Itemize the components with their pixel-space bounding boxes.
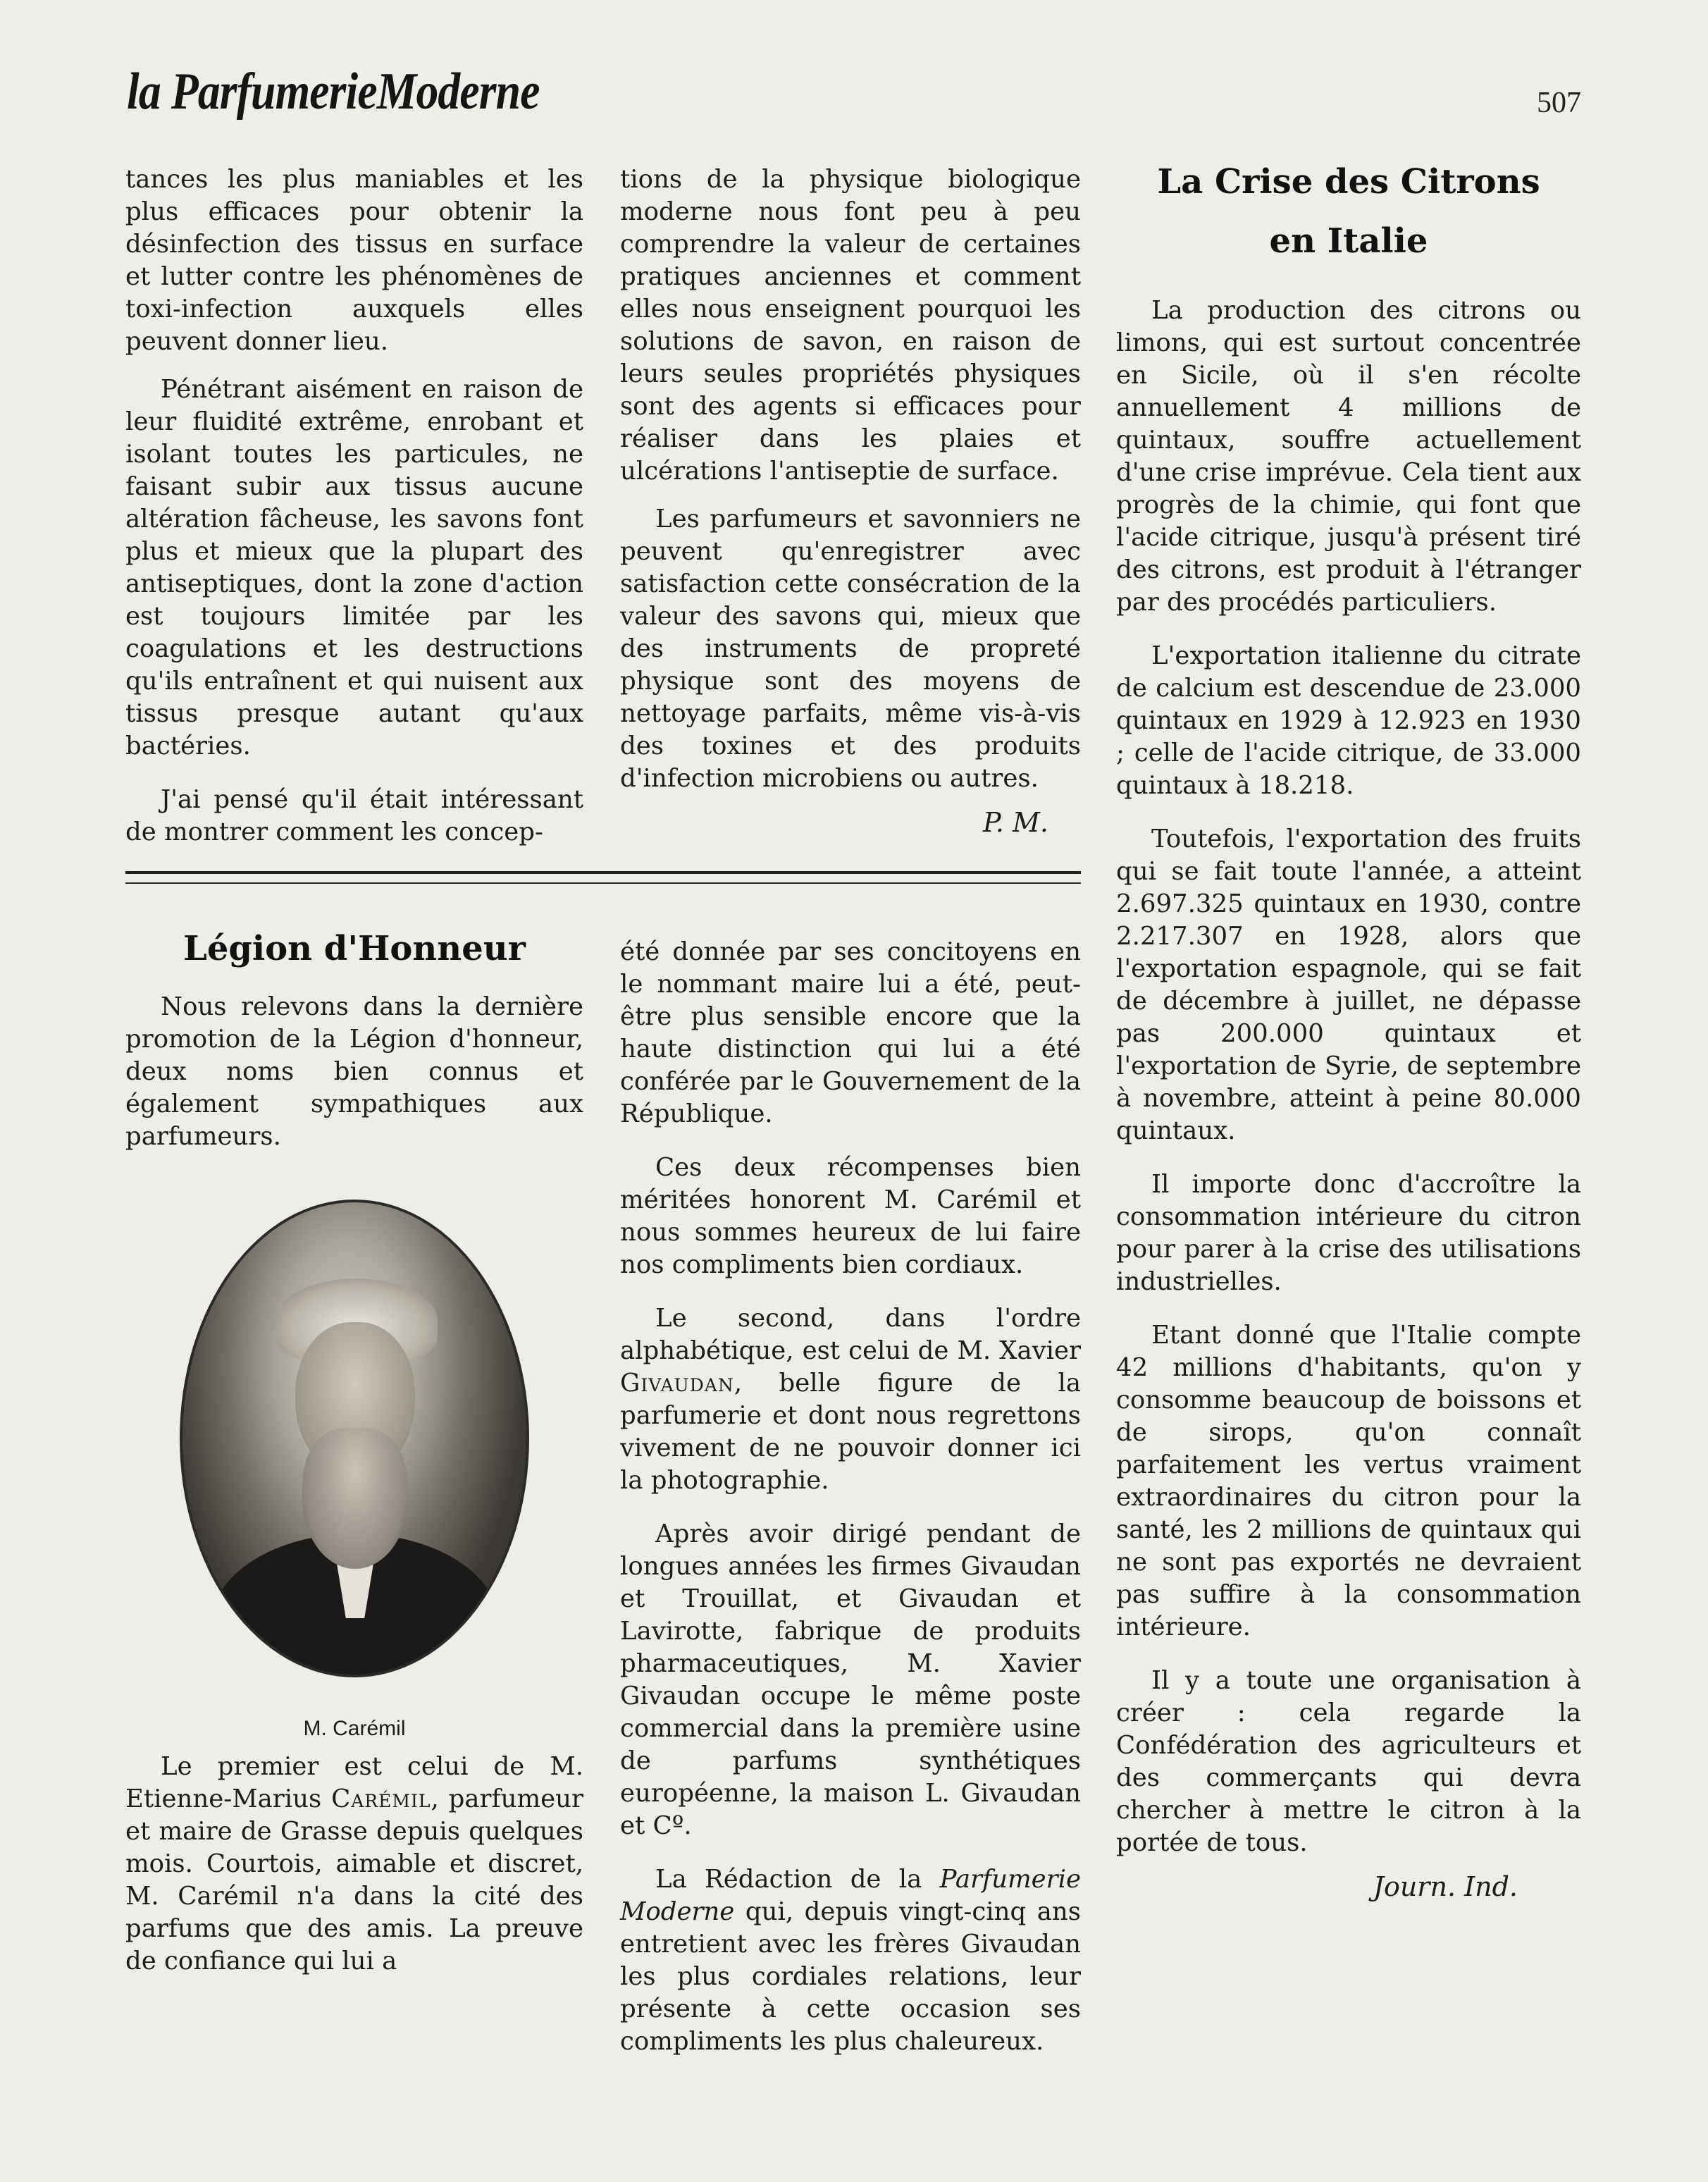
paragraph: Pénétrant aisément en raison de leur fluidité extrême, enrobant et isolant toutes les particules, ne faisant subir aux tissus aucune altération fâcheuse, les savons font plus et mieux que la plupart des antiseptiques, dont la zone d'action est toujours limitée par les coagulations et les destructions qu'ils entraînent et qui nuisent aux tissus presque autant qu'aux bactéries. <box>125 375 583 760</box>
paragraph: été donnée par ses concitoyens en le nommant maire lui a été, peut-être plus sensible encore que la haute distinction qui lui a été conférée par le Gouvernement de la République. <box>620 937 1081 1128</box>
section-divider-thin <box>125 882 1081 884</box>
paragraph: tions de la physique biologique moderne nous font peu à peu comprendre la valeur de certaines pratiques anciennes et comment elles nous enseignent pourquoi les solutions de savon, en raison de leurs seules propriétés physiques sont des agents si efficaces pour réaliser dans les plaies et ulcérations l'antiseptie de surface. <box>620 165 1081 486</box>
paragraph: Les parfumeurs et savonniers ne peuvent qu'enregistrer avec satisfaction cette consécration de la valeur des savons qui, mieux que des instruments de propreté physique sont des moyens de nettoyage parfaits, même vis-à-vis des toxines et des produits d'infection microbiens ou autres. <box>620 505 1081 793</box>
portrait-photo <box>180 1200 529 1677</box>
article-citrons <box>1116 152 1581 1903</box>
column-2-top <box>620 164 1081 839</box>
page-number: 507 <box>1537 87 1581 119</box>
paragraph: tances les plus maniables et les plus efficaces pour obtenir la désinfection des tissus en surface et lutter contre les phénomènes de toxi-infection auxquels elles peuvent donner lieu. <box>125 165 583 356</box>
column-2-bottom <box>620 936 1081 2058</box>
masthead-logo: la ParfumerieModerne <box>127 63 540 121</box>
paragraph: Etant donné que l'Italie compte 42 millions d'habitants, qu'on y consomme beaucoup de boissons et de sirops, qu'on connaît parfaitement les vertus vraiment extraordinaires du citron pour la santé, les 2 millions de quintaux qui ne sont pas exportés ne devraient pas suffire à la consommation intérieure. <box>1116 1321 1581 1641</box>
photo-caption: M. Carémil <box>303 1717 406 1740</box>
author-signature: P. M. <box>982 807 1048 838</box>
article-title: Légion d'Honneur <box>183 929 526 968</box>
paragraph: Nous relevons dans la dernière promotion de la Légion d'honneur, deux noms bien connus et également sympathiques aux parfumeurs. <box>125 992 583 1151</box>
paragraph: Il y a toute une organisation à créer : cela regarde la Confédération des agriculteurs et des commerçants qui devra chercher à mettre le citron à la portée de tous. <box>1116 1666 1581 1857</box>
paragraph: Après avoir dirigé pendant de longues années les firmes Givaudan et Trouillat, et Givaudan et Lavirotte, fabrique de produits pharmaceutiques, M. Xavier Givaudan occupe le même poste commercial dans la première usine de parfums synthétiques européenne, la maison L. Givaudan et Cº. <box>620 1520 1081 1840</box>
paragraph: Toutefois, l'exportation des fruits qui se fait toute l'année, a atteint 2.697.325 quintaux en 1930, contre 2.217.307 en 1928, alors que l'exportation espagnole, qui se fait de décembre à juillet, ne dépasse pas 200.000 quintaux et l'exportation de Syrie, de septembre à novembre, atteint à peine 80.000 quintaux. <box>1116 825 1581 1145</box>
paragraph: J'ai pensé qu'il était intéressant de montrer comment les concep- <box>125 785 583 846</box>
paragraph: Ces deux récompenses bien méritées honorent M. Carémil et nous sommes heureux de lui faire nos compliments bien cordiaux. <box>620 1153 1081 1279</box>
paragraph: La Rédaction de la Parfumerie Moderne qui, depuis vingt-cinq ans entretient avec les frères Givaudan les plus cordiales relations, leur présente à cette occasion ses compliments les plus chaleureux. <box>620 1865 1081 2056</box>
source-signature: Journ. Ind. <box>1373 1871 1518 1902</box>
article-title: La Crise des Citrons en Italie <box>1157 162 1540 261</box>
paragraph: Le premier est celui de M. Etienne-Marius Carémil, parfumeur et maire de Grasse depuis quelques mois. Courtois, aimable et discret, M. Carémil n'a dans la cité des parfums que des amis. La preuve de confiance qui lui a <box>125 1752 584 1975</box>
paragraph: Le second, dans l'ordre alphabétique, est celui de M. Xavier Givaudan, belle figure de la parfumerie et dont nous regrettons vivement de ne pouvoir donner ici la photographie. <box>620 1304 1081 1495</box>
article-legion-honneur <box>125 920 583 1978</box>
paragraph: Il importe donc d'accroître la consommation intérieure du citron pour parer à la crise des utilisations industrielles. <box>1116 1170 1581 1296</box>
section-divider <box>125 871 1081 874</box>
column-1-top <box>125 164 583 849</box>
portrait-photo-frame <box>125 1200 583 1686</box>
paragraph: L'exportation italienne du citrate de calcium est descendue de 23.000 quintaux en 1929 à 12.923 en 1930 ; celle de l'acide citrique, de 33.000 quintaux à 18.218. <box>1116 641 1581 800</box>
paragraph: La production des citrons ou limons, qui est surtout concentrée en Sicile, où il s'en récolte annuellement 4 millions de quintaux, souffre actuellement d'une crise imprévue. Cela tient aux progrès de la chimie, qui font que l'acide citrique, jusqu'à présent tiré des citrons, est produit à l'étranger par des procédés particuliers. <box>1116 296 1581 617</box>
